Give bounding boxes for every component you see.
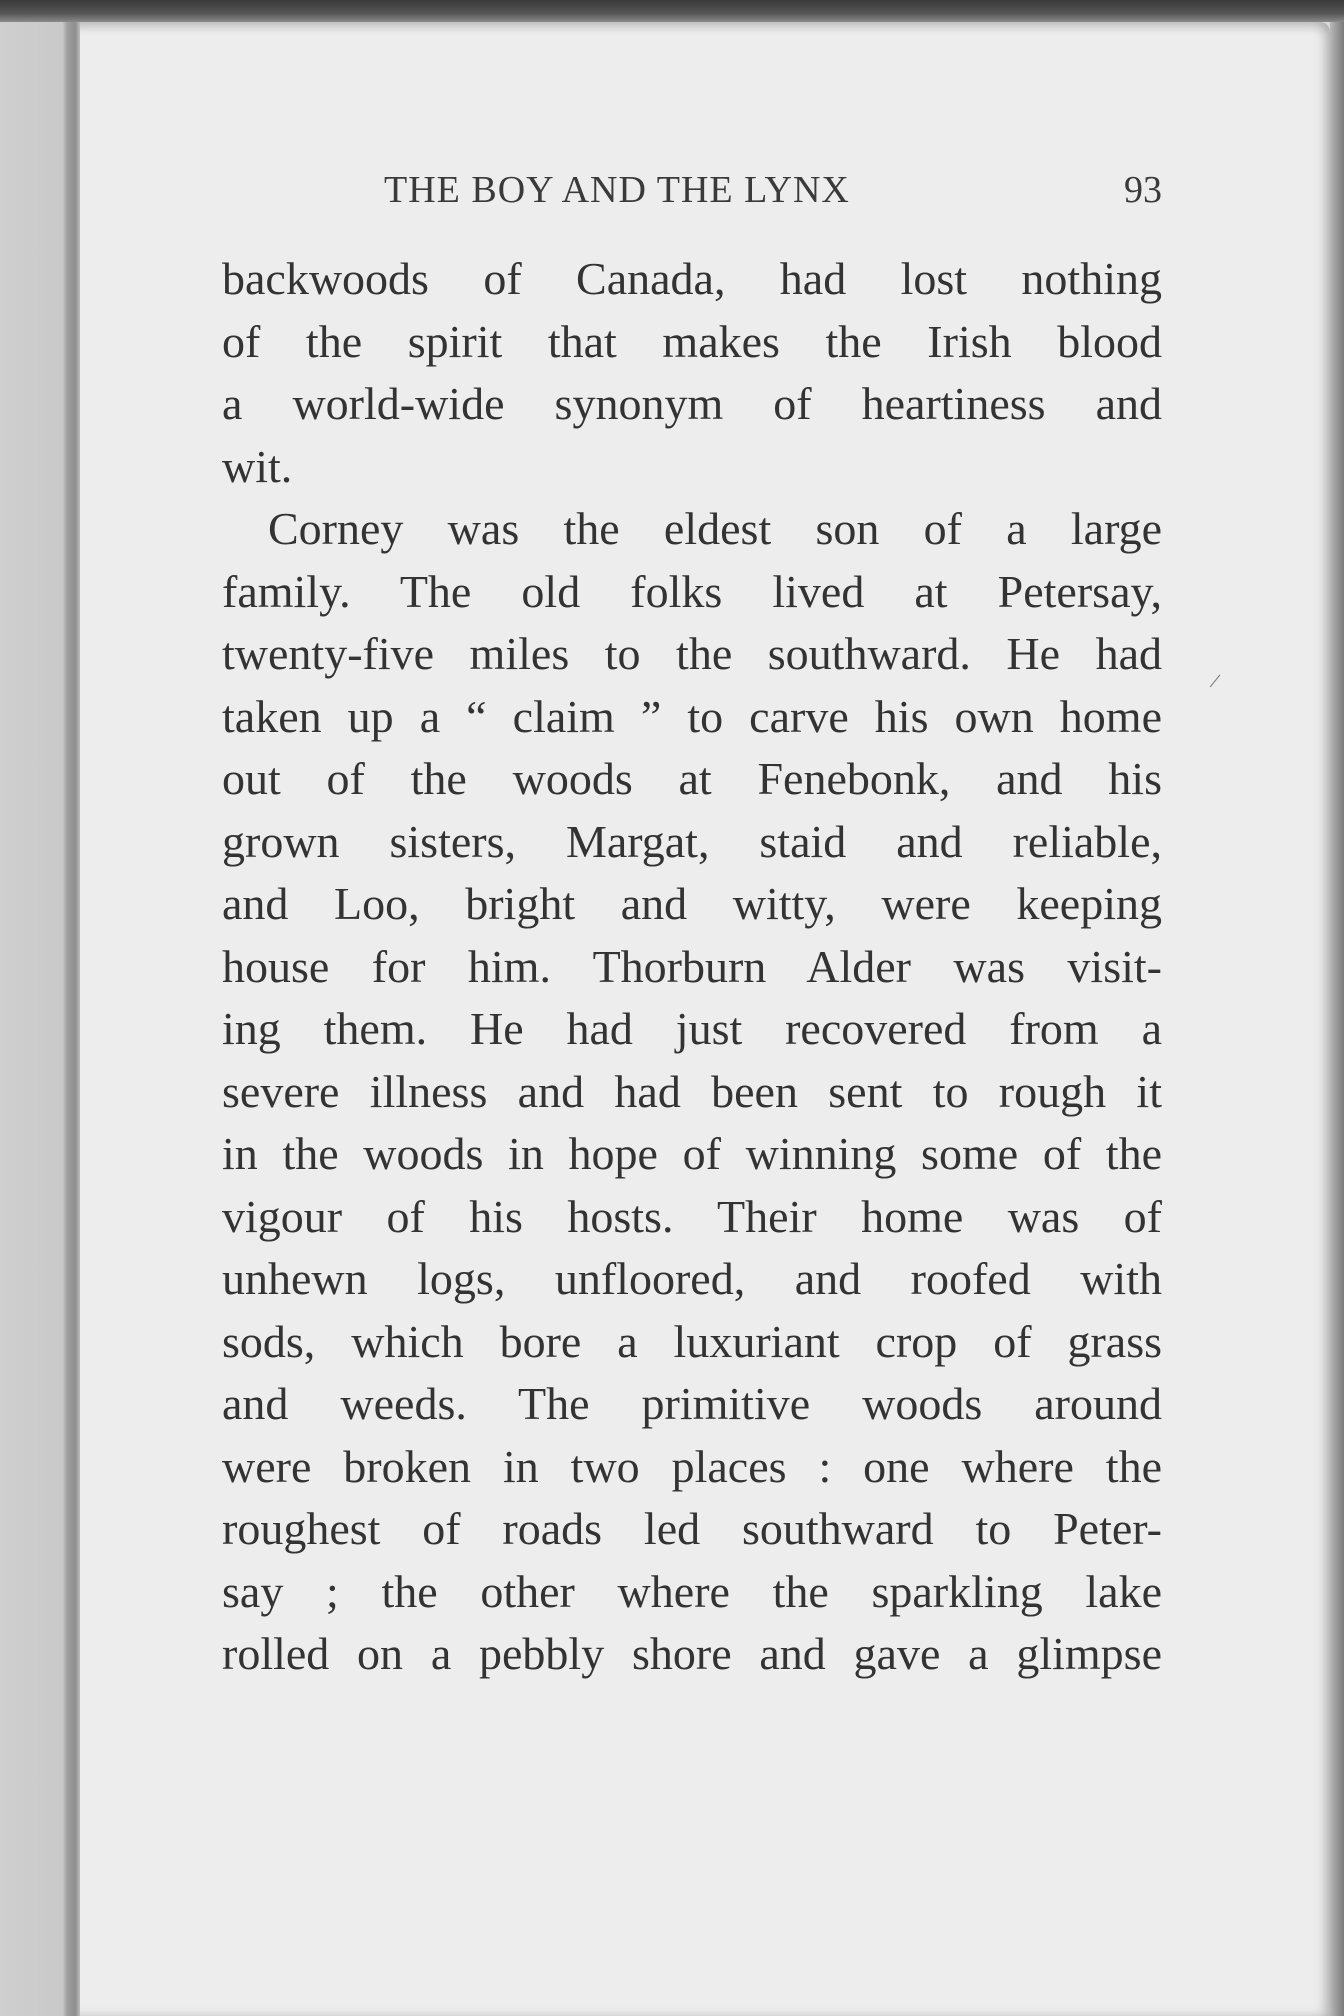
text-line: of the spirit that makes the Irish blood bbox=[222, 315, 1162, 367]
text-line: out of the woods at Fenebonk, and his bbox=[222, 753, 1162, 804]
margin-pencil-mark: / bbox=[1208, 667, 1223, 694]
paragraph-1 bbox=[222, 248, 1162, 498]
text-line: backwoods of Canada, had lost nothing bbox=[222, 253, 1162, 304]
text-line: say ; the other where the sparkling lake bbox=[222, 1565, 1162, 1617]
paragraph-2 bbox=[222, 498, 1162, 1686]
text-line: severe illness and had been sent to rough it bbox=[222, 1065, 1162, 1117]
text-line: in the woods in hope of winning some of the bbox=[222, 1128, 1162, 1179]
running-title: THE BOY AND THE LYNX bbox=[384, 169, 850, 211]
text-line: wit. bbox=[222, 440, 293, 492]
text-line: Corney was the eldest son of a large bbox=[268, 503, 1162, 554]
scan-top-edge bbox=[0, 0, 1344, 22]
text-line: grown sisters, Margat, staid and reliable, bbox=[222, 815, 1162, 867]
text-line: a world-wide synonym of heartiness and bbox=[222, 378, 1162, 429]
body-text bbox=[222, 248, 1162, 1686]
text-line: and Loo, bright and witty, were keeping bbox=[222, 878, 1162, 929]
page-header bbox=[222, 168, 1162, 218]
text-line: house for him. Thorburn Alder was visit- bbox=[222, 940, 1162, 992]
text-line: and weeds. The primitive woods around bbox=[222, 1378, 1162, 1429]
page-right-edge bbox=[1330, 22, 1344, 2016]
text-line: family. The old folks lived at Petersay, bbox=[222, 565, 1162, 617]
text-line: roughest of roads led southward to Peter- bbox=[222, 1503, 1162, 1554]
text-line: vigour of his hosts. Their home was of bbox=[222, 1190, 1162, 1242]
page-number: 93 bbox=[1124, 169, 1162, 211]
text-line: rolled on a pebbly shore and gave a glimpse bbox=[222, 1628, 1162, 1679]
text-line: twenty-five miles to the southward. He had bbox=[222, 628, 1162, 679]
text-line: taken up a “ claim ” to carve his own home bbox=[222, 690, 1162, 742]
text-line: unhewn logs, unfloored, and roofed with bbox=[222, 1253, 1162, 1304]
text-line: sods, which bore a luxuriant crop of grass bbox=[222, 1315, 1162, 1367]
text-line: were broken in two places : one where the bbox=[222, 1440, 1162, 1492]
page-gutter bbox=[0, 22, 80, 2016]
text-line: ing them. He had just recovered from a bbox=[222, 1003, 1162, 1054]
